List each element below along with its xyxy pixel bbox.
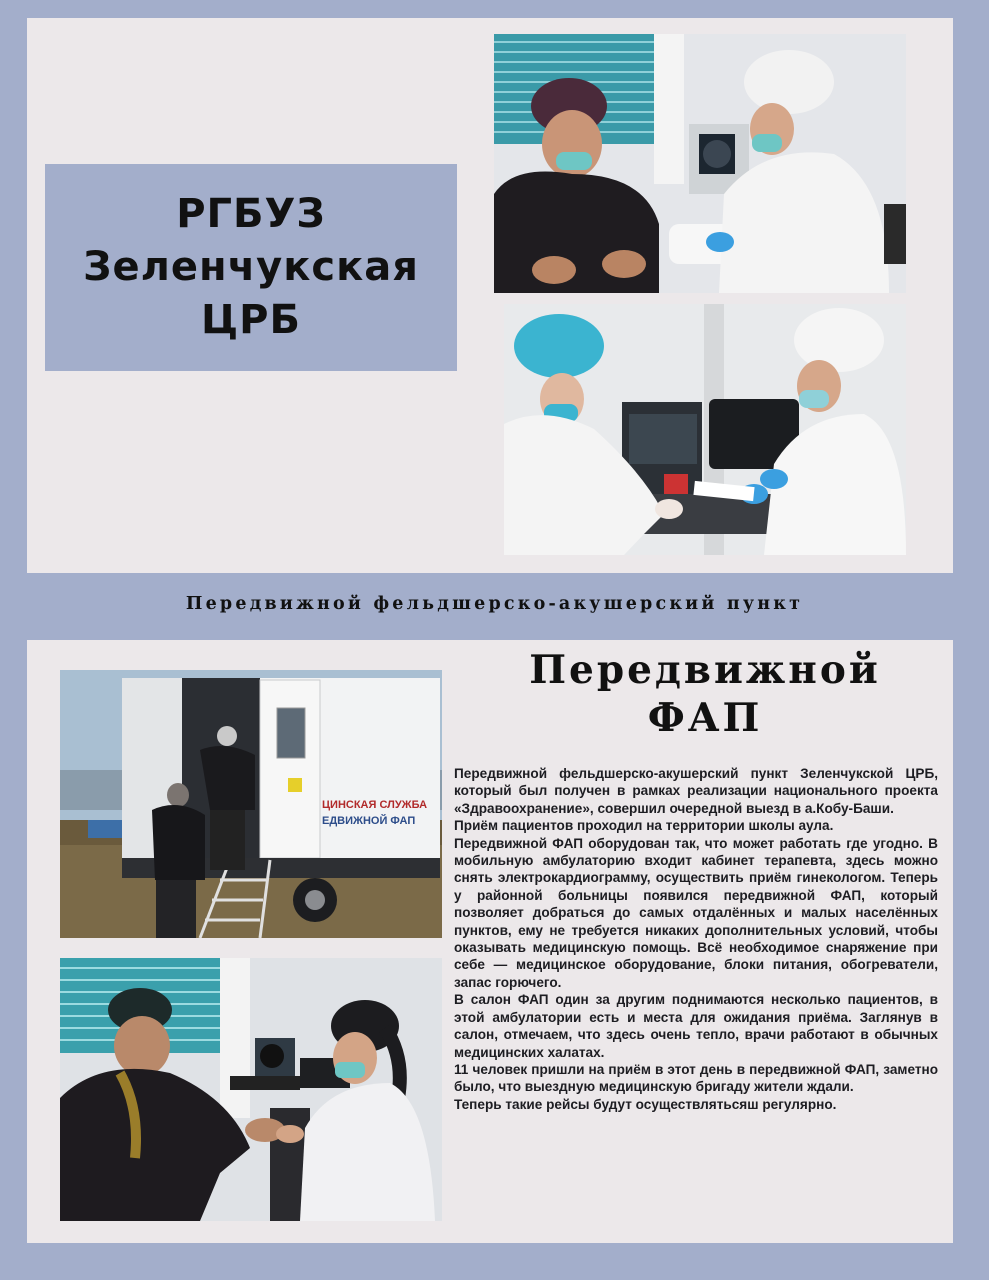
- photo-patient-with-doctor: [60, 958, 442, 1221]
- van-sign-line1: ЦИНСКАЯ СЛУЖБА: [322, 799, 428, 811]
- article-paragraph: Передвижной фельдшерско-акушерский пункт Зеленчукской ЦРБ, который был получен в рамках реализации национального проекта «Здравоохранение», совершил очередной выезд в а.Кобу-Баши.: [454, 766, 938, 816]
- photo-patient-consultation: [494, 34, 906, 293]
- top-panel: [27, 18, 953, 573]
- article-paragraph: В салон ФАП один за другим поднимаются несколько пациентов, в этой амбулатории есть и места для ожидания приёма. Заглянув в салон, отмечаем, что здесь очень тепло, врачи работают в обычных медицинских халатах.: [454, 992, 938, 1060]
- van-sign-line2: ЕДВИЖНОЙ ФАП: [322, 815, 416, 827]
- main-title-line1: Передвижной: [529, 647, 881, 693]
- organization-title-line1: РГБУЗ: [176, 191, 326, 237]
- photo-nurses-at-desk: [504, 304, 906, 555]
- organization-title-line2: Зеленчукская: [83, 244, 419, 290]
- organization-title-box: [45, 164, 457, 371]
- article-paragraph: Передвижной ФАП оборудован так, что может работать где угодно. В мобильную амбулаторию входит кабинет терапевта, здесь можно снять электрокардиограмму, осуществить приём гинекологом. Теперь у районной больницы появился передвижной ФАП, который позволяет добраться до самых отдалённых и малых населённых пунктов, ему не требуется никаких дополнительных условий, чтобы оказывать медицинскую помощь. Всё необходимое снаряжение при себе — медицинское оборудование, блоки питания, обогреватели, запас горючего.: [454, 835, 938, 990]
- article-paragraph: Приём пациентов проходил на территории школы аула.: [454, 818, 834, 834]
- photo-mobile-fap-van: [60, 670, 442, 938]
- organization-title-line3: ЦРБ: [201, 297, 301, 343]
- main-title-line2: ФАП: [647, 695, 763, 741]
- section-subtitle: Передвижной фельдшерско-акушерский пункт: [185, 594, 804, 614]
- article-body: [454, 765, 938, 1113]
- main-title: [467, 646, 943, 742]
- article-paragraph: 11 человек пришли на приём в этот день в передвижной ФАП, заметно было, что выездную медицинскую бригаду жители ждали.: [454, 1061, 938, 1095]
- bottom-panel: [27, 640, 953, 1243]
- article-paragraph: Теперь такие рейсы будут осуществлятьсяш регулярно.: [454, 1096, 837, 1112]
